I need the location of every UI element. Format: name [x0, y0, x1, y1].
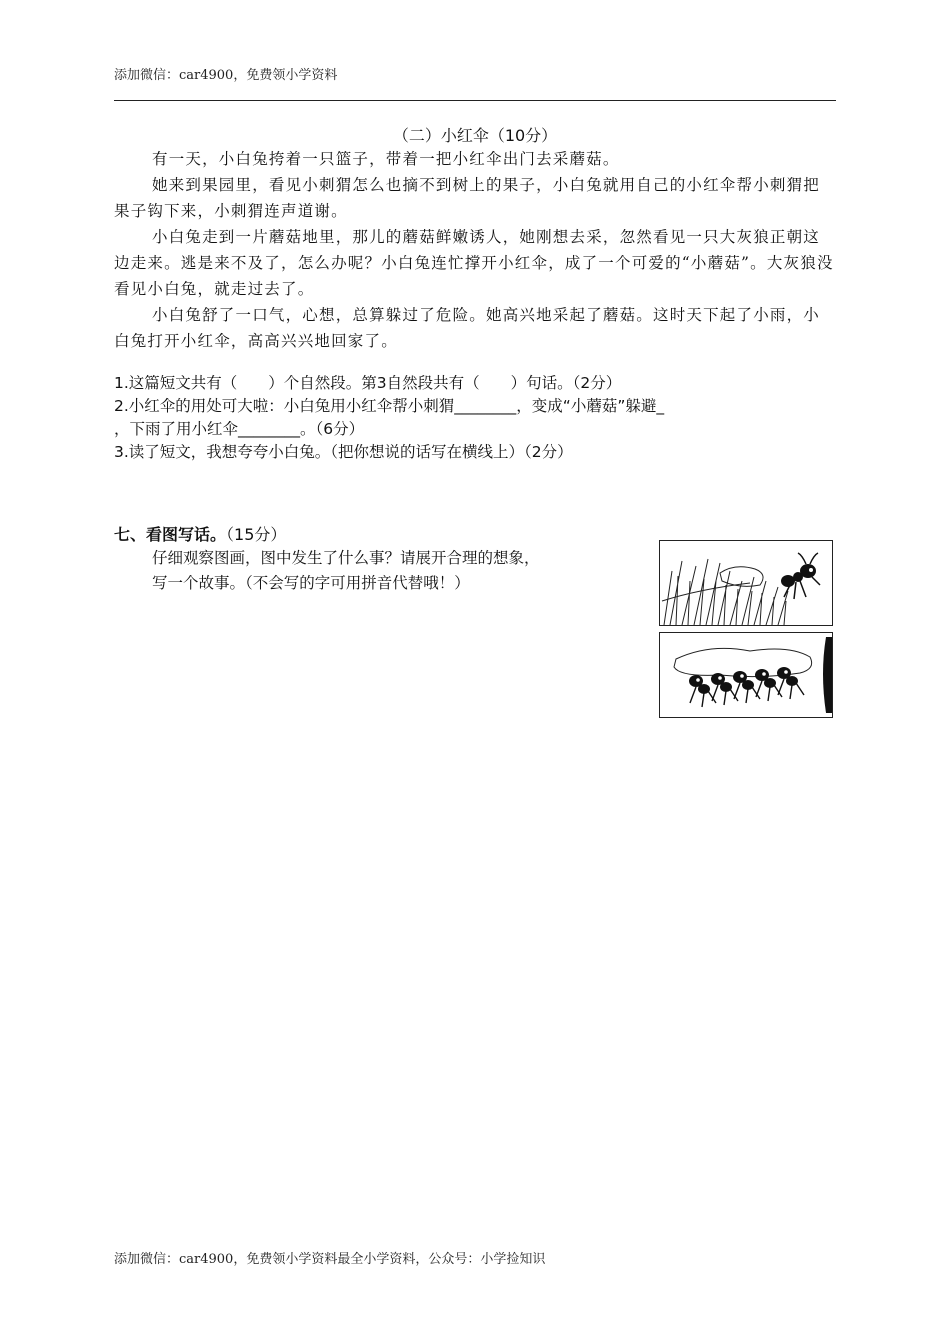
question-2: 2.小红伞的用处可大啦：小白兔用小红伞帮小刺猬________，变成“小蘑菇”躲避_ [114, 397, 665, 415]
question-list [114, 372, 836, 464]
instruction-line: 写一个故事。（不会写的字可用拼音代替哦！） [152, 574, 470, 592]
story-text [114, 146, 836, 354]
section7-points: （15分） [226, 525, 287, 544]
instruction-line: 仔细观察图画，图中发生了什么事？请展开合理的想象， [152, 549, 540, 567]
question-1: 1.这篇短文共有（ ）个自然段。第3自然段共有（ ）句话。（2分） [114, 374, 622, 392]
header-note: 添加微信：car4900，免费领小学资料 [114, 68, 338, 83]
story-paragraph: 小白兔舒了一口气，心想，总算躲过了危险。她高兴地采起了蘑菇。这时天下起了小雨，小白兔打开小红伞，高高兴兴地回家了。 [114, 306, 821, 350]
section7-title [114, 522, 286, 545]
header-divider [114, 100, 836, 101]
footer-note: 添加微信：car4900，免费领小学资料最全小学资料，公众号：小学捡知识 [114, 1252, 546, 1267]
section-title: （二）小红伞（10分） [392, 126, 558, 145]
story-paragraph: 小白兔走到一片蘑菇地里，那儿的蘑菇鲜嫩诱人，她刚想去采，忽然看见一只大灰狼正朝这边走来。逃是来不及了，怎么办呢？小白兔连忙撑开小红伞，成了一个可爱的“小蘑菇”。大灰狼没看见小白兔，就走过去了。 [114, 228, 834, 298]
section7-instructions [152, 546, 642, 596]
section7-heading: 七、看图写话。 [114, 525, 227, 544]
question-2-continued: ，下雨了用小红伞________。（6分） [114, 420, 365, 438]
story-paragraph: 有一天，小白兔挎着一只篮子，带着一把小红伞出门去采蘑菇。 [152, 150, 620, 168]
picture-ant-finds-cloth [659, 540, 833, 626]
ants-team-illustration [660, 633, 832, 717]
ant-grass-illustration [660, 541, 832, 625]
story-paragraph: 她来到果园里，看见小刺猬怎么也摘不到树上的果子，小白兔就用自己的小红伞帮小刺猬把果子钩下来，小刺猬连声道谢。 [114, 176, 821, 220]
picture-ants-carry-cloth [659, 632, 833, 718]
question-3: 3.读了短文，我想夸夸小白兔。（把你想说的话写在横线上）（2分） [114, 443, 573, 461]
